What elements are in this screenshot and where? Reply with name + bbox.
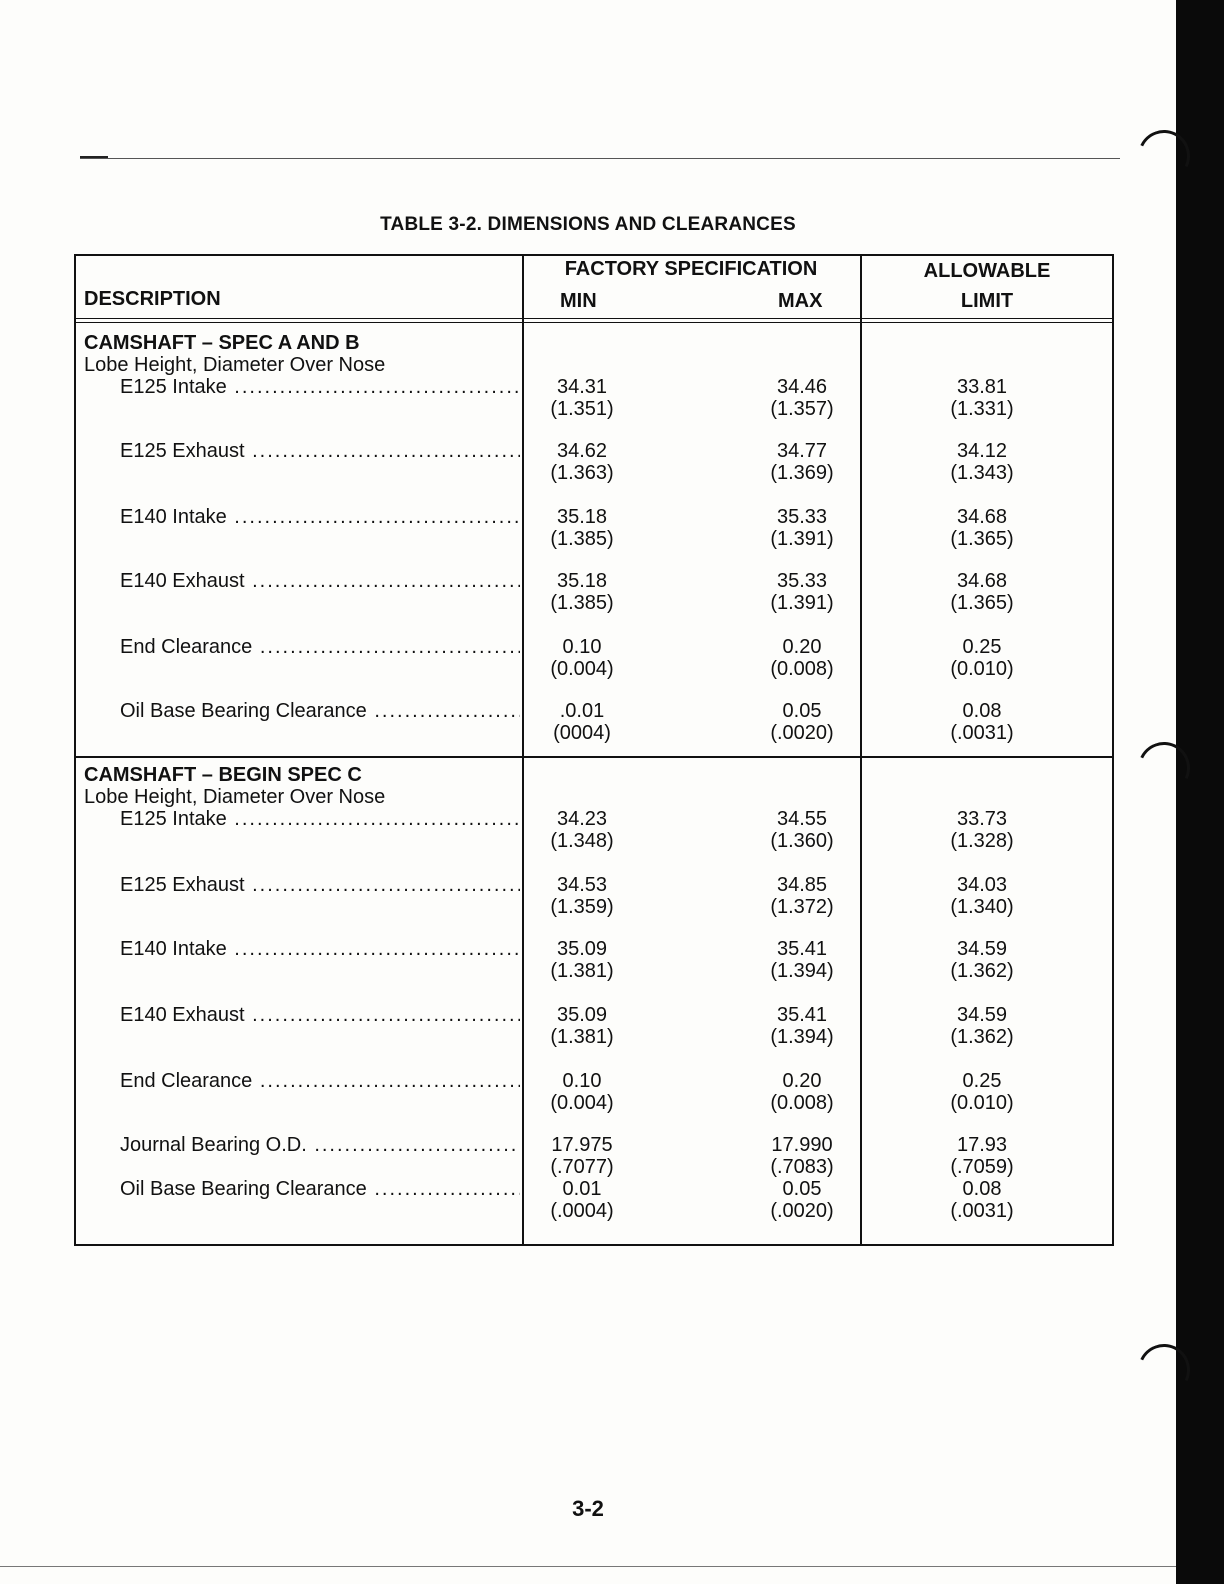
min-value: 0.01	[562, 1178, 602, 1200]
limit-value: 34.68	[956, 506, 1008, 528]
section-title: CAMSHAFT – SPEC A AND B	[84, 332, 360, 354]
max-value: 0.20	[782, 636, 822, 658]
limit-value: 34.03	[956, 874, 1008, 896]
max-inch-value: (0.008)	[770, 658, 834, 680]
limit-inch-value: (0.010)	[950, 658, 1014, 680]
row-label: Journal Bearing O.D. .....	[120, 1134, 520, 1157]
max-value: 35.33	[776, 570, 828, 592]
header-min: MIN	[560, 290, 597, 312]
row-label: E140 Intake .....	[120, 506, 520, 529]
max-value: 0.05	[782, 1178, 822, 1200]
max-value: 35.33	[776, 506, 828, 528]
limit-value: 34.59	[956, 1004, 1008, 1026]
max-inch-value: (1.391)	[770, 528, 834, 550]
max-inch-value: (.7083)	[770, 1156, 834, 1178]
limit-inch-value: (0.010)	[950, 1092, 1014, 1114]
header-separator-bottom	[76, 322, 1112, 323]
row-label: E140 Intake .....	[120, 938, 520, 961]
max-value: 34.77	[776, 440, 828, 462]
header-separator-top	[76, 318, 1112, 319]
min-inch-value: (1.385)	[550, 592, 614, 614]
row-label: Oil Base Bearing Clearance .....	[120, 700, 520, 723]
max-inch-value: (1.394)	[770, 960, 834, 982]
min-value: 35.09	[556, 1004, 608, 1026]
min-value: 34.31	[556, 376, 608, 398]
limit-inch-value: (1.340)	[950, 896, 1014, 918]
max-inch-value: (1.394)	[770, 1026, 834, 1048]
max-inch-value: (0.008)	[770, 1092, 834, 1114]
limit-value: 0.08	[962, 1178, 1002, 1200]
table-row	[76, 636, 1112, 690]
table-row	[76, 700, 1112, 754]
table-row	[76, 506, 1112, 560]
table-row	[76, 440, 1112, 494]
limit-value: 33.73	[956, 808, 1008, 830]
max-inch-value: (1.369)	[770, 462, 834, 484]
footer-rule	[0, 1566, 1176, 1567]
min-value: 34.62	[556, 440, 608, 462]
section-title: CAMSHAFT – BEGIN SPEC C	[84, 764, 362, 786]
section-subtitle: Lobe Height, Diameter Over Nose	[84, 786, 386, 808]
limit-inch-value: (1.328)	[950, 830, 1014, 852]
table-row	[76, 570, 1112, 624]
limit-value: 0.08	[962, 700, 1002, 722]
min-inch-value: (1.348)	[550, 830, 614, 852]
max-inch-value: (.0020)	[770, 1200, 834, 1222]
max-value: 34.55	[776, 808, 828, 830]
max-value: 35.41	[776, 938, 828, 960]
table-row	[76, 874, 1112, 928]
limit-inch-value: (1.362)	[950, 1026, 1014, 1048]
header-limit: LIMIT	[960, 290, 1014, 312]
max-inch-value: (1.360)	[770, 830, 834, 852]
table-row	[76, 938, 1112, 992]
min-value: 0.10	[562, 1070, 602, 1092]
table-caption: TABLE 3-2. DIMENSIONS AND CLEARANCES	[380, 214, 796, 235]
limit-value: 17.93	[956, 1134, 1008, 1156]
row-label: E140 Exhaust .....	[120, 570, 520, 593]
row-label: End Clearance .....	[120, 636, 520, 659]
limit-value: 34.68	[956, 570, 1008, 592]
max-value: 0.05	[782, 700, 822, 722]
max-inch-value: (1.391)	[770, 592, 834, 614]
max-inch-value: (.0020)	[770, 722, 834, 744]
limit-value: 0.25	[962, 636, 1002, 658]
row-label: E125 Exhaust .....	[120, 874, 520, 897]
row-label: Oil Base Bearing Clearance .....	[120, 1178, 520, 1201]
min-value: 35.18	[556, 570, 608, 592]
max-value: 35.41	[776, 1004, 828, 1026]
limit-inch-value: (1.365)	[950, 528, 1014, 550]
row-label: End Clearance .....	[120, 1070, 520, 1093]
row-label: E140 Exhaust .....	[120, 1004, 520, 1027]
limit-value: 34.12	[956, 440, 1008, 462]
table-row	[76, 1178, 1112, 1232]
min-inch-value: (0004)	[553, 722, 611, 744]
section-separator	[76, 756, 1112, 758]
max-inch-value: (1.372)	[770, 896, 834, 918]
min-inch-value: (1.363)	[550, 462, 614, 484]
page-number: 3-2	[572, 1496, 604, 1521]
section-subtitle: Lobe Height, Diameter Over Nose	[84, 354, 386, 376]
max-value: 34.85	[776, 874, 828, 896]
limit-value: 0.25	[962, 1070, 1002, 1092]
max-inch-value: (1.357)	[770, 398, 834, 420]
limit-inch-value: (.0031)	[950, 722, 1014, 744]
min-inch-value: (1.351)	[550, 398, 614, 420]
min-inch-value: (.0004)	[550, 1200, 614, 1222]
min-inch-value: (1.381)	[550, 960, 614, 982]
min-inch-value: (0.004)	[550, 1092, 614, 1114]
limit-value: 34.59	[956, 938, 1008, 960]
min-value: 34.53	[556, 874, 608, 896]
row-label: E125 Intake .....	[120, 808, 520, 831]
spec-table	[74, 254, 1114, 1246]
min-inch-value: (0.004)	[550, 658, 614, 680]
min-value: .0.01	[559, 700, 605, 722]
limit-inch-value: (1.362)	[950, 960, 1014, 982]
limit-inch-value: (.7059)	[950, 1156, 1014, 1178]
table-row	[76, 1004, 1112, 1058]
table-row	[76, 376, 1112, 430]
min-inch-value: (.7077)	[550, 1156, 614, 1178]
min-inch-value: (1.381)	[550, 1026, 614, 1048]
header-max: MAX	[778, 290, 823, 312]
row-label: E125 Intake .....	[120, 376, 520, 399]
min-value: 17.975	[551, 1134, 613, 1156]
table-row	[76, 1070, 1112, 1124]
max-value: 0.20	[782, 1070, 822, 1092]
row-label: E125 Exhaust .....	[120, 440, 520, 463]
max-value: 34.46	[776, 376, 828, 398]
max-value: 17.990	[771, 1134, 833, 1156]
header-description: DESCRIPTION	[84, 288, 221, 310]
binder-edge	[1176, 0, 1224, 1584]
header-factory-spec: FACTORY SPECIFICATION	[564, 258, 818, 280]
min-value: 35.18	[556, 506, 608, 528]
min-inch-value: (1.385)	[550, 528, 614, 550]
min-value: 34.23	[556, 808, 608, 830]
min-value: 0.10	[562, 636, 602, 658]
limit-inch-value: (1.365)	[950, 592, 1014, 614]
limit-value: 33.81	[956, 376, 1008, 398]
min-value: 35.09	[556, 938, 608, 960]
min-inch-value: (1.359)	[550, 896, 614, 918]
header-allowable: ALLOWABLE	[923, 260, 1051, 282]
limit-inch-value: (.0031)	[950, 1200, 1014, 1222]
table-row	[76, 808, 1112, 862]
limit-inch-value: (1.343)	[950, 462, 1014, 484]
header-rule	[80, 158, 1120, 159]
limit-inch-value: (1.331)	[950, 398, 1014, 420]
